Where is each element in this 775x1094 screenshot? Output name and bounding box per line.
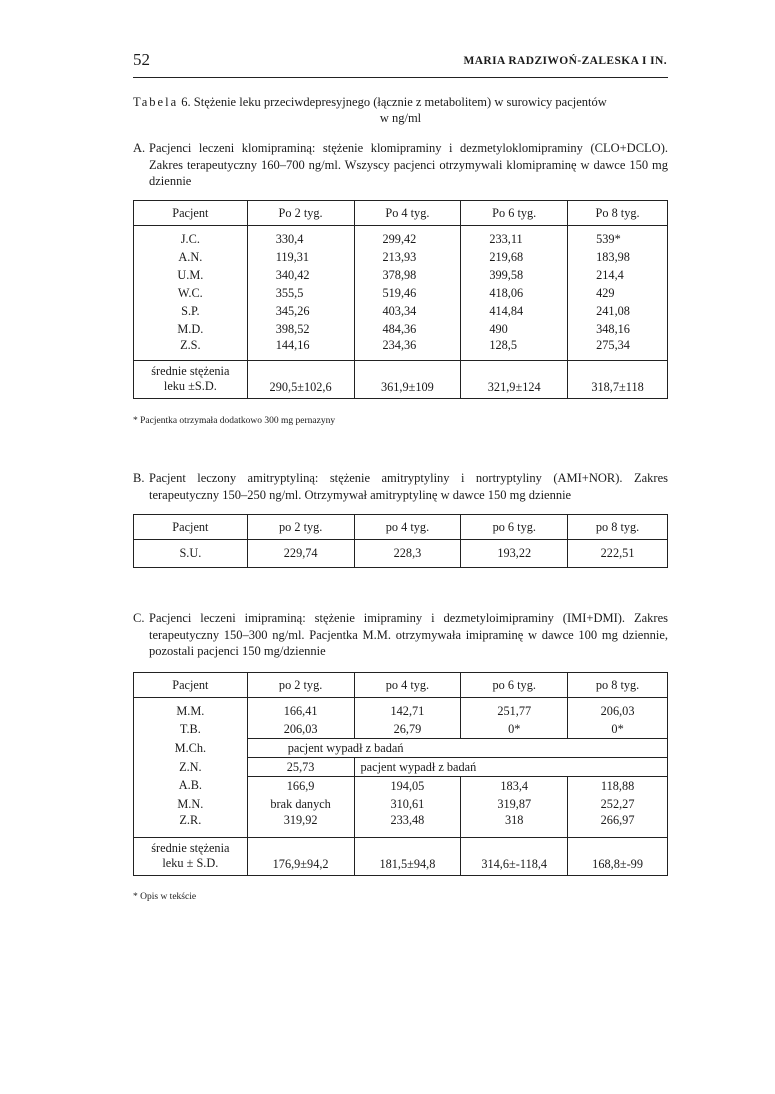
table-row (134, 540, 668, 568)
table-cell: W.C. (134, 284, 248, 302)
table-cell: 403,34 (354, 302, 461, 320)
table-cell: T.B. (134, 720, 248, 739)
table-cell: 142,71 (354, 698, 461, 721)
table-row (134, 758, 668, 777)
table-b-header: po 6 tyg. (461, 515, 568, 540)
section-c-text: Pacjenci leczeni imipraminą: stężenie imipraminy i dezmetyloimipraminy (IMI+DMI). Zakres terapeutyczny 150–300 ng/ml. Pacjentka M.M. otrzymywała imipraminę w dawce 100 mg dziennie, pozostali pacjenci 150 mg/dziennie (149, 611, 668, 658)
table-cell: 414,84 (461, 302, 568, 320)
table-cell: 166,41 (247, 698, 354, 721)
section-c-letter: C. (133, 611, 145, 625)
table-cell (134, 360, 248, 398)
table-cell: 361,9±109 (354, 360, 461, 398)
table-cell: 539* (568, 226, 668, 249)
caption-unit: w ng/ml (379, 111, 422, 125)
table-c-footnote: * Opis w tekście (133, 892, 197, 902)
summary-label: średnie stężenia (151, 841, 230, 855)
table-b-header: po 4 tyg. (354, 515, 461, 540)
summary-label: leku ±S.D. (163, 379, 217, 393)
table-a-header: Po 2 tyg. (247, 201, 354, 226)
table-cell: 194,05 (354, 777, 461, 796)
table-cell: 25,73 (247, 758, 354, 777)
table-cell (134, 837, 248, 875)
table-cell: 319,92 (247, 813, 354, 837)
table-c-header: po 2 tyg. (247, 673, 354, 698)
table-cell: 319,87 (461, 795, 568, 813)
summary-label: leku ± S.D. (162, 856, 219, 870)
table-cell: 340,42 (247, 266, 354, 284)
table-summary-row (134, 837, 668, 875)
page-number: 52 (133, 50, 150, 69)
table-cell: 318,7±118 (568, 360, 668, 398)
section-a-description (133, 140, 668, 190)
table-row (134, 338, 668, 360)
table-cell: 299,42 (354, 226, 461, 249)
table-cell: J.C. (134, 226, 248, 249)
table-cell: 213,93 (354, 248, 461, 266)
table-b-header: po 2 tyg. (247, 515, 354, 540)
table-cell: 241,08 (568, 302, 668, 320)
table-caption (133, 94, 668, 126)
table-cell: 228,3 (354, 540, 461, 568)
table-a-header: Po 4 tyg. (354, 201, 461, 226)
dropout-note: pacjent wypadł z badań (354, 758, 667, 777)
summary-label: średnie stężenia (151, 364, 230, 378)
table-cell: 118,88 (568, 777, 668, 796)
table-cell: 348,16 (568, 320, 668, 338)
table-cell: 429 (568, 284, 668, 302)
table-cell: S.P. (134, 302, 248, 320)
table-cell: 233,11 (461, 226, 568, 249)
section-a-text: Pacjenci leczeni klomipraminą: stężenie klomipraminy i dezmetyloklomipraminy (CLO+DCLO). Zakres terapeutyczny 160–700 ng/ml. Wszyscy pacjenci otrzymywali klomipraminę w dawce 150 mg dziennie (149, 141, 668, 188)
table-cell: M.D. (134, 320, 248, 338)
table-c-header: Pacjent (134, 673, 248, 698)
table-cell: Z.S. (134, 338, 248, 360)
table-cell: 519,46 (354, 284, 461, 302)
table-row (134, 284, 668, 302)
table-a-footnote: * Pacjentka otrzymała dodatkowo 300 mg pernazyny (133, 416, 336, 426)
table-cell: M.Ch. (134, 739, 248, 758)
section-b-description (133, 470, 668, 503)
table-c-header: po 8 tyg. (568, 673, 668, 698)
header-rule (133, 77, 668, 78)
table-b (133, 514, 668, 568)
table-cell: 314,6±-118,4 (461, 837, 568, 875)
section-c-description (133, 610, 668, 660)
table-row (134, 795, 668, 813)
table-cell: brak danych (247, 795, 354, 813)
table-cell: S.U. (134, 540, 248, 568)
section-a-letter: A. (133, 141, 146, 155)
table-cell: M.M. (134, 698, 248, 721)
section-b-letter: B. (133, 471, 145, 485)
table-cell: 318 (461, 813, 568, 837)
table-cell: 484,36 (354, 320, 461, 338)
table-cell: 128,5 (461, 338, 568, 360)
table-cell: A.B. (134, 777, 248, 796)
table-c-header: po 6 tyg. (461, 673, 568, 698)
table-cell: 166,9 (247, 777, 354, 796)
table-row (134, 320, 668, 338)
table-cell: 345,26 (247, 302, 354, 320)
table-cell: Z.R. (134, 813, 248, 837)
caption-text: Stężenie leku przeciwdepresyjnego (łącznie z metabolitem) w surowicy pacjentów (193, 95, 607, 109)
table-cell: M.N. (134, 795, 248, 813)
table-cell: 0* (461, 720, 568, 739)
table-cell: 206,03 (568, 698, 668, 721)
table-cell: 183,98 (568, 248, 668, 266)
table-cell: 321,9±124 (461, 360, 568, 398)
table-cell: 183,4 (461, 777, 568, 796)
table-cell: 0* (568, 720, 668, 739)
table-cell: 490 (461, 320, 568, 338)
table-cell: 290,5±102,6 (247, 360, 354, 398)
table-row (134, 266, 668, 284)
table-cell: 214,4 (568, 266, 668, 284)
table-b-header: Pacjent (134, 515, 248, 540)
table-cell: 229,74 (247, 540, 354, 568)
table-summary-row (134, 360, 668, 398)
table-cell: 398,52 (247, 320, 354, 338)
table-cell: A.N. (134, 248, 248, 266)
table-cell: 355,5 (247, 284, 354, 302)
table-b-header: po 8 tyg. (568, 515, 668, 540)
table-cell: 26,79 (354, 720, 461, 739)
table-cell: 181,5±94,8 (354, 837, 461, 875)
table-row (134, 226, 668, 249)
section-b-text: Pacjent leczony amitryptyliną: stężenie amitryptyliny i nortryptyliny (AMI+NOR). Zakres terapeutyczny 150–250 ng/ml. Otrzymywał amitryptylinę w dawce 150 mg dziennie (149, 471, 668, 502)
table-a-header: Po 8 tyg. (568, 201, 668, 226)
table-cell: U.M. (134, 266, 248, 284)
table-cell: 251,77 (461, 698, 568, 721)
table-cell: 206,03 (247, 720, 354, 739)
table-cell: 310,61 (354, 795, 461, 813)
table-cell: 252,27 (568, 795, 668, 813)
table-row (134, 248, 668, 266)
table-cell: 266,97 (568, 813, 668, 837)
table-cell: 193,22 (461, 540, 568, 568)
table-cell: Z.N. (134, 758, 248, 777)
dropout-note: pacjent wypadł z badań (247, 739, 667, 758)
running-head: MARIA RADZIWOŃ-ZALESKA I IN. (463, 55, 667, 67)
table-row (134, 720, 668, 739)
table-row (134, 813, 668, 837)
table-a-header: Pacjent (134, 201, 248, 226)
table-row (134, 739, 668, 758)
table-cell: 144,16 (247, 338, 354, 360)
caption-number: 6. (181, 95, 191, 109)
table-a (133, 200, 668, 399)
table-row (134, 698, 668, 721)
table-c (133, 672, 668, 876)
caption-label: Tabela (133, 95, 179, 109)
table-cell: 378,98 (354, 266, 461, 284)
table-cell: 275,34 (568, 338, 668, 360)
table-c-header: po 4 tyg. (354, 673, 461, 698)
table-cell: 418,06 (461, 284, 568, 302)
table-row (134, 777, 668, 796)
table-cell: 234,36 (354, 338, 461, 360)
table-cell: 399,58 (461, 266, 568, 284)
table-cell: 168,8±-99 (568, 837, 668, 875)
table-cell: 233,48 (354, 813, 461, 837)
table-row (134, 302, 668, 320)
table-cell: 176,9±94,2 (247, 837, 354, 875)
table-a-header: Po 6 tyg. (461, 201, 568, 226)
table-cell: 222,51 (568, 540, 668, 568)
table-cell: 119,31 (247, 248, 354, 266)
table-cell: 330,4 (247, 226, 354, 249)
table-cell: 219,68 (461, 248, 568, 266)
